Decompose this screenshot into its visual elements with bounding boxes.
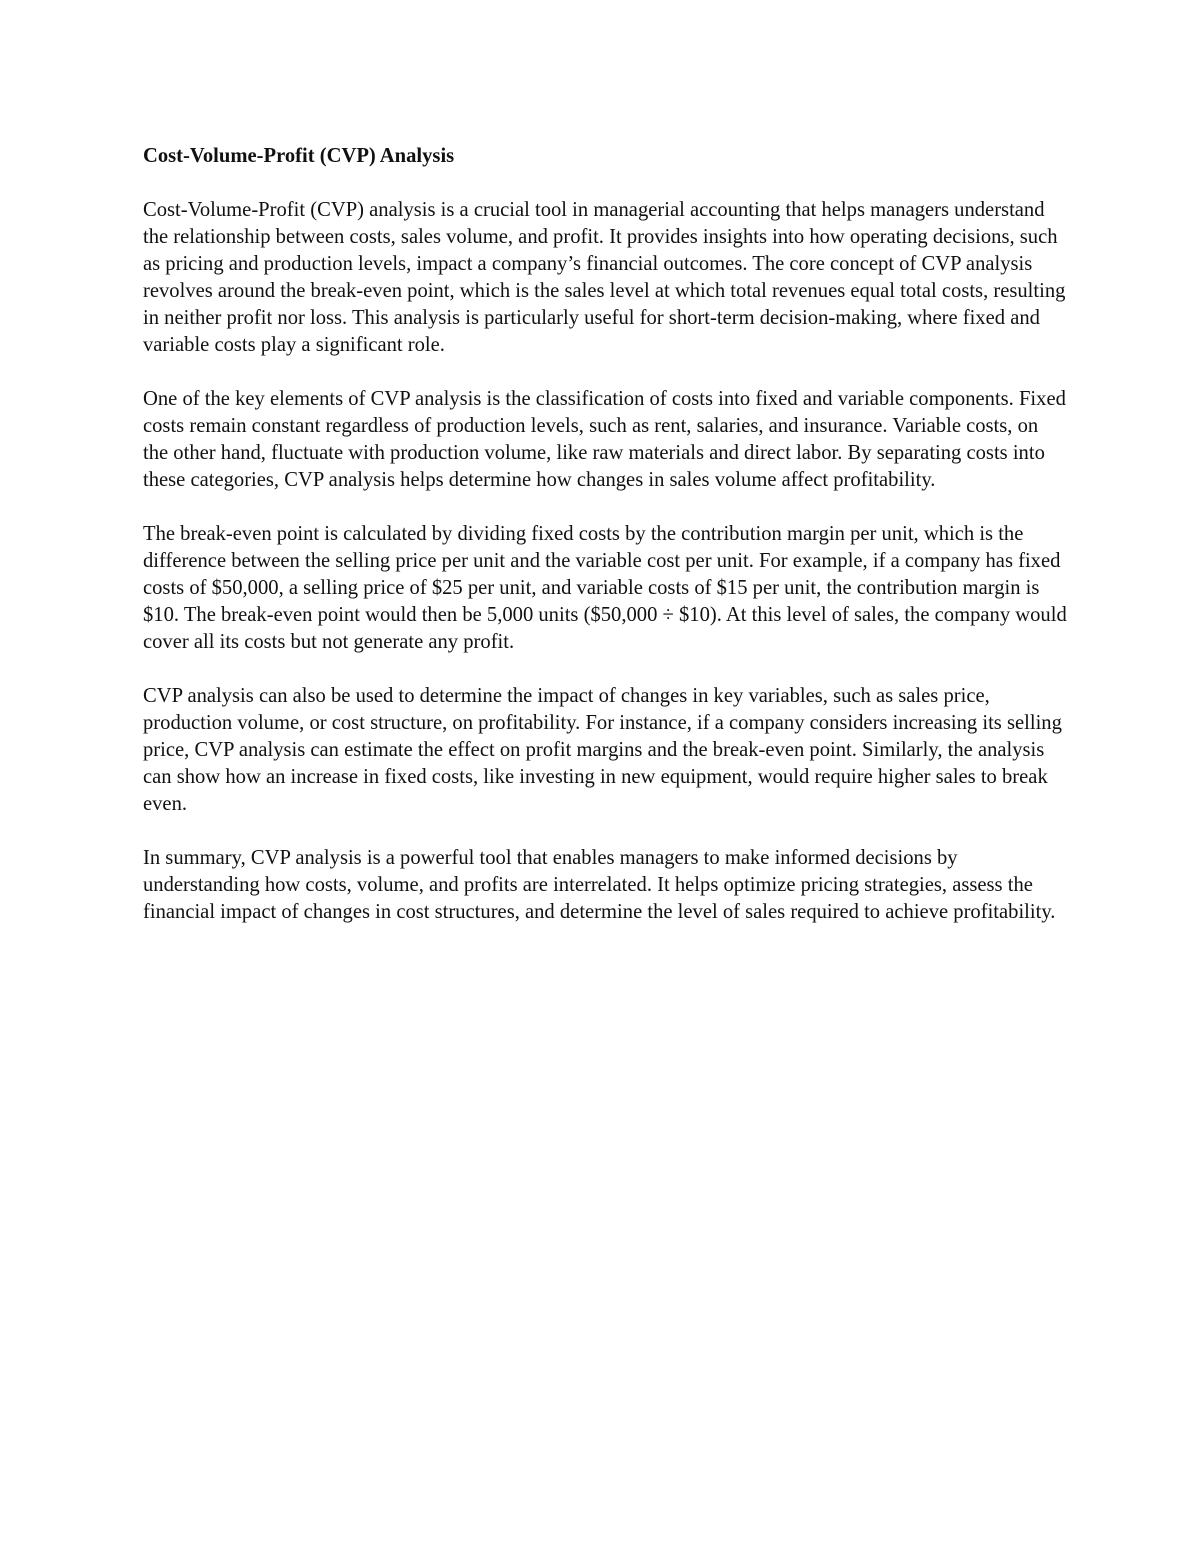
paragraph-break-even-calculation: The break-even point is calculated by dividing fixed costs by the contribution margin per unit, which is the difference between the selling price per unit and the variable cost per unit. For example, if a company has fixed costs of $50,000, a selling price of $25 per unit, and variable costs of $15 per unit, the contribution margin is $10. The break-even point would then be 5,000 units ($50,000 ÷ $10). At this level of sales, the company would cover all its costs but not generate any profit. (143, 523, 1067, 653)
paragraph-cost-classification: One of the key elements of CVP analysis is the classification of costs into fixed and variable components. Fixed costs remain constant regardless of production levels, such as rent, salaries, and insurance. Variable costs, on the other hand, fluctuate with production volume, like raw materials and direct labor. By separating costs into these categories, CVP analysis helps determine how changes in sales volume affect profitability. (143, 388, 1066, 491)
document-body (143, 143, 1068, 953)
paragraph-key-variables: CVP analysis can also be used to determine the impact of changes in key variables, such as sales price, production volume, or cost structure, on profitability. For instance, if a company considers increasing its selling price, CVP analysis can estimate the effect on profit margins and the break-even point. Similarly, the analysis can show how an increase in fixed costs, like investing in new equipment, would require higher sales to break even. (143, 685, 1062, 815)
paragraph-introduction: Cost-Volume-Profit (CVP) analysis is a crucial tool in managerial accounting that helps managers understand the relationship between costs, sales volume, and profit. It provides insights into how operating decisions, such as pricing and production levels, impact a company’s financial outcomes. The core concept of CVP analysis revolves around the break-even point, which is the sales level at which total revenues equal total costs, resulting in neither profit nor loss. This analysis is particularly useful for short-term decision-making, where fixed and variable costs play a significant role. (143, 199, 1066, 356)
document-title: Cost-Volume-Profit (CVP) Analysis (143, 145, 455, 167)
paragraph-summary: In summary, CVP analysis is a powerful tool that enables managers to make informed decisions by understanding how costs, volume, and profits are interrelated. It helps optimize pricing strategies, assess the financial impact of changes in cost structures, and determine the level of sales required to achieve profitability. (143, 847, 1056, 923)
